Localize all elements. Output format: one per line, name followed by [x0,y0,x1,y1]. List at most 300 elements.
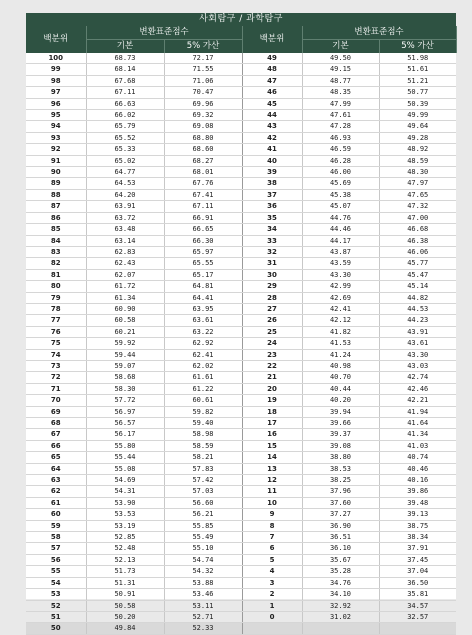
bonus-score-cell: 49.99 [379,110,456,121]
basic-score-cell: 48.77 [302,75,379,86]
basic-score-cell: 61.34 [86,292,164,303]
bonus-score-cell: 50.39 [379,98,456,109]
bonus-score-cell: 66.91 [164,212,242,223]
table-row [26,577,456,588]
percentile-cell: 50 [26,623,86,634]
bonus-score-cell: 43.30 [379,349,456,360]
percentile-cell: 49 [242,53,302,64]
basic-score-cell: 37.27 [302,509,379,520]
table-row [26,212,456,223]
basic-score-cell: 64.53 [86,178,164,189]
bonus-score-cell: 46.38 [379,235,456,246]
percentile-cell: 51 [26,611,86,622]
bonus-score-cell: 58.98 [164,429,242,440]
bonus-score-cell: 67.76 [164,178,242,189]
basic-score-cell: 44.46 [302,224,379,235]
bonus-score-cell: 39.86 [379,486,456,497]
basic-score-cell: 63.91 [86,201,164,212]
bonus-score-cell: 68.27 [164,155,242,166]
basic-score-cell: 58.30 [86,383,164,394]
basic-score-cell: 62.43 [86,258,164,269]
basic-score-cell: 54.69 [86,475,164,486]
table-row [26,395,456,406]
percentile-cell: 67 [26,429,86,440]
basic-score-cell: 36.10 [302,543,379,554]
table-row [26,303,456,314]
basic-score-cell: 65.02 [86,155,164,166]
basic-score-cell: 66.02 [86,110,164,121]
basic-score-cell: 35.67 [302,554,379,565]
bonus-score-cell: 58.59 [164,440,242,451]
table-row [26,611,456,622]
basic-score-cell: 53.19 [86,520,164,531]
basic-score-cell: 43.59 [302,258,379,269]
bonus-score-cell: 54.32 [164,566,242,577]
bonus-score-cell: 67.11 [164,201,242,212]
bonus-score-cell: 38.75 [379,520,456,531]
percentile-cell: 44 [242,110,302,121]
std-score-header-right: 변환표준점수 [302,26,456,40]
percentile-cell: 19 [242,395,302,406]
percentile-cell: 38 [242,178,302,189]
bonus-score-cell: 48.92 [379,144,456,155]
basic-score-cell: 65.79 [86,121,164,132]
percentile-cell: 93 [26,132,86,143]
basic-score-cell: 61.72 [86,281,164,292]
bonus-score-cell: 68.80 [164,132,242,143]
percentile-cell: 41 [242,144,302,155]
table-row [26,349,456,360]
basic-score-cell: 48.35 [302,87,379,98]
percentile-cell: 36 [242,201,302,212]
percentile-cell: 6 [242,543,302,554]
percentile-cell: 80 [26,281,86,292]
bonus-score-cell: 53.88 [164,577,242,588]
bonus-score-cell: 68.60 [164,144,242,155]
percentile-cell: 16 [242,429,302,440]
percentile-cell: 83 [26,246,86,257]
percentile-cell: 28 [242,292,302,303]
table-row [26,520,456,531]
table-row [26,121,456,132]
percentile-cell: 76 [26,326,86,337]
basic-score-cell: 55.44 [86,452,164,463]
bonus-score-cell: 45.14 [379,281,456,292]
percentile-cell: 65 [26,452,86,463]
basic-score-cell: 46.00 [302,167,379,178]
percentile-cell: 72 [26,372,86,383]
percentile-cell: 78 [26,303,86,314]
table-row [26,201,456,212]
bonus-score-cell: 55.85 [164,520,242,531]
bonus-score-cell: 53.11 [164,600,242,611]
basic-score-cell: 42.12 [302,315,379,326]
basic-score-cell: 49.15 [302,64,379,75]
bonus-header-right: 5% 가산 [379,40,456,54]
percentile-cell: 35 [242,212,302,223]
bonus-score-cell: 65.17 [164,269,242,280]
table-row [26,360,456,371]
table-row [26,315,456,326]
bonus-score-cell: 46.06 [379,246,456,257]
percentile-cell: 27 [242,303,302,314]
percentile-cell: 29 [242,281,302,292]
basic-score-cell: 45.38 [302,189,379,200]
bonus-score-cell: 57.83 [164,463,242,474]
basic-score-cell: 46.93 [302,132,379,143]
basic-score-cell: 39.94 [302,406,379,417]
percentile-cell: 75 [26,338,86,349]
bonus-score-cell: 59.40 [164,418,242,429]
basic-score-cell: 65.33 [86,144,164,155]
percentile-header-left: 백분위 [26,26,86,53]
bonus-score-cell: 41.64 [379,418,456,429]
basic-score-cell: 43.30 [302,269,379,280]
percentile-cell: 21 [242,372,302,383]
basic-score-cell: 64.20 [86,189,164,200]
percentile-cell: 32 [242,246,302,257]
percentile-cell: 31 [242,258,302,269]
basic-score-cell: 62.07 [86,269,164,280]
percentile-cell: 92 [26,144,86,155]
bonus-score-cell: 45.47 [379,269,456,280]
percentile-cell: 84 [26,235,86,246]
bonus-score-cell: 56.21 [164,509,242,520]
basic-score-cell: 41.53 [302,338,379,349]
table-row [26,406,456,417]
basic-score-cell: 42.41 [302,303,379,314]
bonus-score-cell: 60.61 [164,395,242,406]
bonus-score-cell: 72.17 [164,53,242,64]
basic-score-cell: 49.84 [86,623,164,634]
bonus-score-cell: 63.95 [164,303,242,314]
percentile-cell: 89 [26,178,86,189]
table-title: 사회탐구 / 과학탐구 [26,13,456,26]
table-row [26,566,456,577]
basic-score-cell: 46.59 [302,144,379,155]
percentile-cell: 4 [242,566,302,577]
bonus-score-cell: 34.57 [379,600,456,611]
percentile-cell: 97 [26,87,86,98]
table-row [26,178,456,189]
percentile-cell: 91 [26,155,86,166]
basic-score-cell: 42.69 [302,292,379,303]
percentile-header-right: 백분위 [242,26,302,53]
percentile-cell: 47 [242,75,302,86]
bonus-score-cell: 58.21 [164,452,242,463]
basic-score-cell: 59.92 [86,338,164,349]
basic-score-cell: 40.44 [302,383,379,394]
bonus-score-cell: 52.71 [164,611,242,622]
percentile-cell: 34 [242,224,302,235]
percentile-cell: 39 [242,167,302,178]
bonus-score-cell: 64.81 [164,281,242,292]
bonus-score-cell: 49.64 [379,121,456,132]
basic-score-cell: 44.76 [302,212,379,223]
table-row [26,269,456,280]
percentile-cell: 15 [242,440,302,451]
table-row [26,475,456,486]
basic-score-cell: 59.07 [86,360,164,371]
percentile-cell: 58 [26,532,86,543]
table-row [26,418,456,429]
percentile-cell: 2 [242,589,302,600]
bonus-score-cell: 71.06 [164,75,242,86]
table-body [26,53,456,634]
bonus-score-cell: 56.60 [164,497,242,508]
basic-score-cell: 65.52 [86,132,164,143]
bonus-score-cell: 63.22 [164,326,242,337]
percentile-cell: 74 [26,349,86,360]
bonus-score-cell: 47.00 [379,212,456,223]
basic-score-cell: 34.10 [302,589,379,600]
basic-score-cell: 47.28 [302,121,379,132]
basic-score-cell: 53.90 [86,497,164,508]
percentile-cell: 81 [26,269,86,280]
bonus-score-cell: 45.77 [379,258,456,269]
basic-score-cell: 41.24 [302,349,379,360]
table-row [26,532,456,543]
basic-score-cell: 40.70 [302,372,379,383]
percentile-cell: 82 [26,258,86,269]
percentile-cell: 0 [242,611,302,622]
bonus-score-cell: 47.97 [379,178,456,189]
table-row [26,110,456,121]
bonus-score-cell: 37.04 [379,566,456,577]
basic-score-cell: 60.21 [86,326,164,337]
basic-score-cell: 55.08 [86,463,164,474]
percentile-cell: 63 [26,475,86,486]
basic-score-cell: 31.02 [302,611,379,622]
basic-score-cell: 38.80 [302,452,379,463]
percentile-cell: 87 [26,201,86,212]
percentile-cell: 96 [26,98,86,109]
table-row [26,235,456,246]
percentile-cell [242,623,302,634]
bonus-score-cell: 40.46 [379,463,456,474]
percentile-cell: 88 [26,189,86,200]
bonus-score-cell: 66.30 [164,235,242,246]
table-row [26,246,456,257]
percentile-cell: 59 [26,520,86,531]
percentile-cell: 66 [26,440,86,451]
percentile-cell: 23 [242,349,302,360]
percentile-cell: 69 [26,406,86,417]
percentile-cell: 42 [242,132,302,143]
percentile-cell: 61 [26,497,86,508]
percentile-cell: 68 [26,418,86,429]
table-row [26,509,456,520]
percentile-cell: 71 [26,383,86,394]
basic-score-cell: 50.58 [86,600,164,611]
bonus-header-left: 5% 가산 [164,40,242,54]
percentile-cell: 70 [26,395,86,406]
bonus-score-cell: 48.30 [379,167,456,178]
table-row [26,224,456,235]
basic-score-cell: 34.76 [302,577,379,588]
basic-score-cell [302,623,379,634]
bonus-score-cell: 51.21 [379,75,456,86]
percentile-cell: 20 [242,383,302,394]
percentile-cell: 79 [26,292,86,303]
table-row [26,189,456,200]
percentile-cell: 17 [242,418,302,429]
bonus-score-cell: 69.08 [164,121,242,132]
basic-score-cell: 56.57 [86,418,164,429]
bonus-score-cell: 52.33 [164,623,242,634]
bonus-score-cell: 69.32 [164,110,242,121]
bonus-score-cell: 43.61 [379,338,456,349]
bonus-score-cell: 62.41 [164,349,242,360]
bonus-score-cell: 39.13 [379,509,456,520]
basic-header-left: 기본 [86,40,164,54]
percentile-cell: 10 [242,497,302,508]
basic-score-cell: 66.63 [86,98,164,109]
basic-score-cell: 59.44 [86,349,164,360]
bonus-score-cell: 48.59 [379,155,456,166]
bonus-score-cell: 54.74 [164,554,242,565]
table-row [26,486,456,497]
table-row [26,132,456,143]
bonus-score-cell: 41.34 [379,429,456,440]
score-conversion-sheet [26,13,456,633]
bonus-score-cell: 41.94 [379,406,456,417]
basic-score-cell: 51.31 [86,577,164,588]
basic-score-cell: 63.14 [86,235,164,246]
bonus-score-cell: 59.82 [164,406,242,417]
table-row [26,155,456,166]
bonus-score-cell: 32.57 [379,611,456,622]
percentile-cell: 22 [242,360,302,371]
bonus-score-cell: 42.74 [379,372,456,383]
basic-score-cell: 68.14 [86,64,164,75]
percentile-cell: 62 [26,486,86,497]
percentile-cell: 18 [242,406,302,417]
bonus-score-cell: 42.21 [379,395,456,406]
percentile-cell: 9 [242,509,302,520]
basic-score-cell: 45.07 [302,201,379,212]
percentile-cell: 7 [242,532,302,543]
percentile-cell: 90 [26,167,86,178]
bonus-score-cell: 50.77 [379,87,456,98]
bonus-score-cell: 47.65 [379,189,456,200]
percentile-cell: 13 [242,463,302,474]
table-row [26,338,456,349]
basic-score-cell: 41.82 [302,326,379,337]
percentile-cell: 33 [242,235,302,246]
bonus-score-cell: 51.98 [379,53,456,64]
bonus-score-cell: 39.48 [379,497,456,508]
basic-score-cell: 68.73 [86,53,164,64]
percentile-cell: 77 [26,315,86,326]
bonus-score-cell: 70.47 [164,87,242,98]
basic-score-cell: 36.90 [302,520,379,531]
percentile-cell: 8 [242,520,302,531]
table-row [26,53,456,64]
bonus-score-cell: 40.16 [379,475,456,486]
bonus-score-cell: 67.41 [164,189,242,200]
basic-score-cell: 52.85 [86,532,164,543]
percentile-cell: 46 [242,87,302,98]
basic-score-cell: 43.87 [302,246,379,257]
std-score-header-left: 변환표준점수 [86,26,242,40]
bonus-score-cell: 65.97 [164,246,242,257]
percentile-cell: 5 [242,554,302,565]
table-row [26,258,456,269]
basic-score-cell: 51.73 [86,566,164,577]
bonus-score-cell: 36.50 [379,577,456,588]
percentile-cell: 3 [242,577,302,588]
basic-score-cell: 63.48 [86,224,164,235]
basic-score-cell: 63.72 [86,212,164,223]
basic-score-cell: 64.77 [86,167,164,178]
basic-score-cell: 56.17 [86,429,164,440]
percentile-cell: 99 [26,64,86,75]
percentile-cell: 54 [26,577,86,588]
percentile-cell: 60 [26,509,86,520]
bonus-score-cell: 41.03 [379,440,456,451]
bonus-score-cell: 62.92 [164,338,242,349]
table-row [26,87,456,98]
bonus-score-cell: 51.61 [379,64,456,75]
basic-score-cell: 62.83 [86,246,164,257]
percentile-cell: 95 [26,110,86,121]
percentile-cell: 73 [26,360,86,371]
bonus-score-cell: 71.55 [164,64,242,75]
basic-score-cell: 52.13 [86,554,164,565]
bonus-score-cell: 49.28 [379,132,456,143]
table-row [26,554,456,565]
basic-score-cell: 56.97 [86,406,164,417]
percentile-cell: 26 [242,315,302,326]
basic-score-cell: 38.53 [302,463,379,474]
bonus-score-cell: 62.02 [164,360,242,371]
basic-score-cell: 35.28 [302,566,379,577]
basic-score-cell: 47.61 [302,110,379,121]
bonus-score-cell: 66.65 [164,224,242,235]
basic-score-cell: 54.31 [86,486,164,497]
basic-score-cell: 38.25 [302,475,379,486]
basic-score-cell: 39.08 [302,440,379,451]
bonus-score-cell: 44.23 [379,315,456,326]
percentile-cell: 100 [26,53,86,64]
basic-score-cell: 40.98 [302,360,379,371]
basic-score-cell: 53.53 [86,509,164,520]
table-row [26,623,456,634]
bonus-score-cell: 43.03 [379,360,456,371]
bonus-score-cell: 65.55 [164,258,242,269]
table-row [26,372,456,383]
percentile-cell: 40 [242,155,302,166]
table-row [26,167,456,178]
bonus-score-cell: 37.45 [379,554,456,565]
table-row [26,600,456,611]
bonus-score-cell: 40.74 [379,452,456,463]
percentile-cell: 45 [242,98,302,109]
basic-score-cell: 49.50 [302,53,379,64]
bonus-score-cell: 55.49 [164,532,242,543]
table-row [26,429,456,440]
bonus-score-cell: 63.61 [164,315,242,326]
basic-score-cell: 40.20 [302,395,379,406]
basic-score-cell: 37.60 [302,497,379,508]
percentile-cell: 55 [26,566,86,577]
table-row [26,383,456,394]
table-row [26,292,456,303]
bonus-score-cell: 37.91 [379,543,456,554]
percentile-cell: 56 [26,554,86,565]
bonus-score-cell: 35.81 [379,589,456,600]
